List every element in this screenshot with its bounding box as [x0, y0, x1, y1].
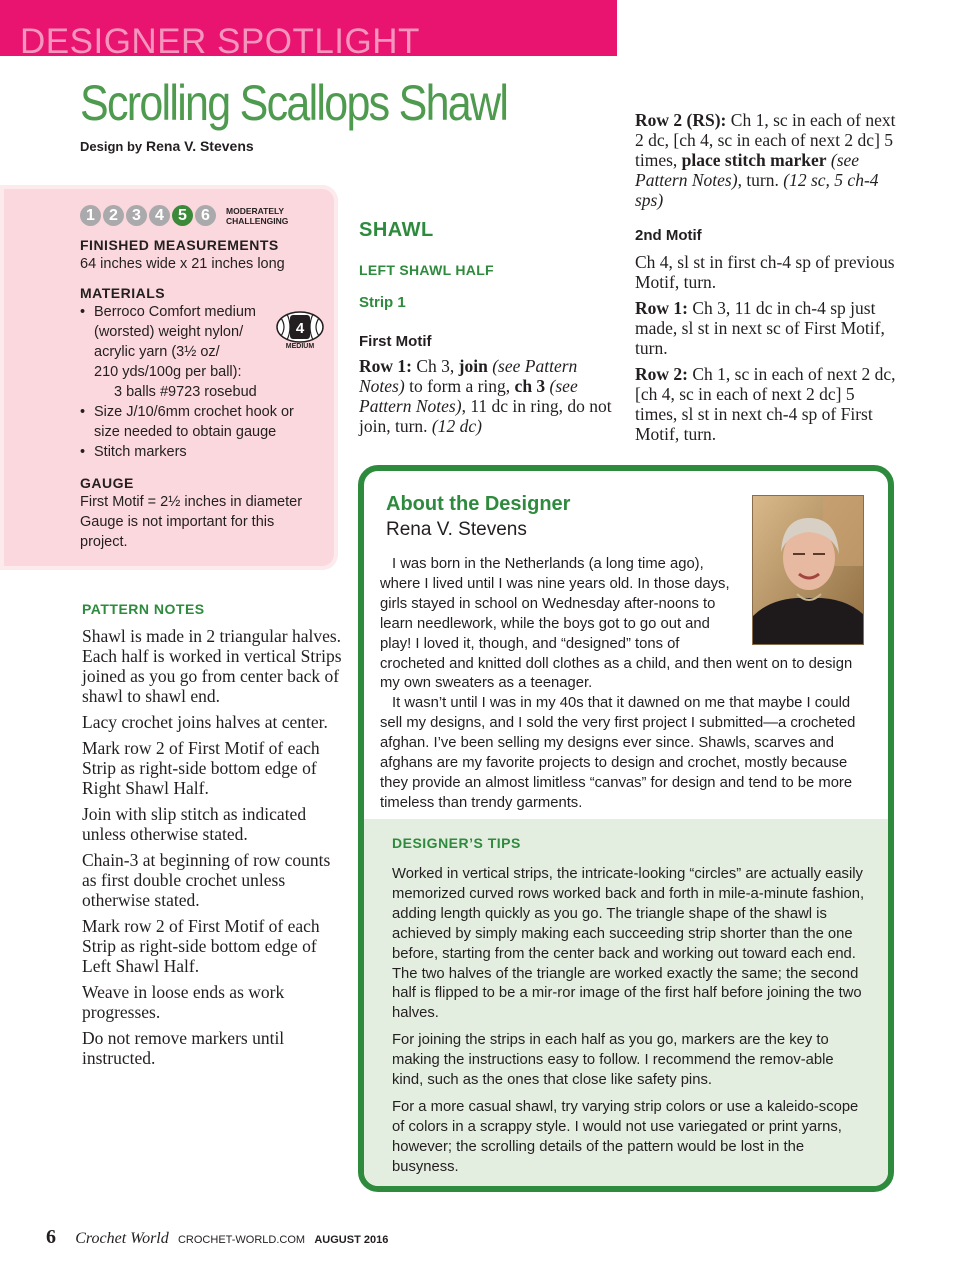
skill-level-3: 3	[126, 205, 147, 226]
pattern-note: Chain-3 at beginning of row counts as first double crochet unless otherwise stated.	[82, 850, 331, 910]
yarn-line-4: 210 yds/100g per ball):	[94, 364, 242, 380]
skill-level-6: 6	[195, 205, 216, 226]
about-text	[380, 555, 864, 814]
materials-heading: MATERIALS	[80, 285, 166, 301]
pattern-notes	[82, 626, 344, 1074]
row2-note: (see Pattern Notes)	[635, 150, 860, 190]
materials-box	[0, 185, 338, 570]
issue-date: AUGUST 2016	[314, 1234, 389, 1246]
left-half-heading: LEFT SHAWL HALF	[359, 262, 494, 278]
about-designer-box	[358, 465, 894, 1192]
skill-level-1: 1	[80, 205, 101, 226]
first-motif-row1	[359, 356, 614, 436]
banner-text: DESIGNER SPOTLIGHT	[20, 22, 420, 56]
row1-count: (12 dc)	[431, 416, 482, 436]
pattern-note: Shawl is made in 2 triangular halves. Each half is worked in vertical Strips joined as you go from center back of shawl to shawl end.	[82, 626, 342, 706]
shawl-heading: SHAWL	[359, 219, 434, 241]
second-motif-intro: Ch 4, sl st in first ch-4 sp of previous Motif, turn.	[635, 252, 895, 292]
row2-text-a: Ch 1, sc in each of next 2 dc, [ch 4, sc in each of next 2 dc] 5 times,	[635, 110, 896, 170]
shawl-instructions	[359, 218, 614, 436]
row1-text-c: to form a ring,	[404, 376, 515, 396]
about-paragraph-1: I was born in the Netherlands (a long time ago), where I lived until I was nine years old. In those days, girls stayed in school on Wednesday after-noons to learn needlework, while the boys got to go out and play! I loved it, though, and “designed” tons of crocheted and knitted doll clothes as a child, and then went on to design my own sweaters as a teenager.	[380, 556, 853, 692]
materials-list-more	[80, 402, 324, 462]
finished-text: 64 inches wide x 21 inches long	[80, 256, 285, 272]
m2-row2-label: Row 2:	[635, 364, 688, 384]
designer-name: Rena V. Stevens	[146, 138, 254, 154]
m2-row2-text: Ch 1, sc in each of next 2 dc, [ch 4, sc in each of next 2 dc] 5 times, sl st in next ch-4 sp of First Motif, turn.	[635, 364, 896, 444]
strip-heading: Strip 1	[359, 294, 406, 311]
about-section	[364, 471, 888, 819]
skill-level-5-active: 5	[172, 205, 193, 226]
skill-level-2: 2	[103, 205, 124, 226]
gauge-line-1: First Motif = 2½ inches in diameter	[80, 494, 303, 510]
page-number: 6	[46, 1226, 56, 1248]
about-paragraph-2: It wasn’t until I was in my 40s that it dawned on me that maybe I could sell my designs, and I sold the very first project I submitted—a crocheted afghan. I’ve been selling my designs ever since. Shawls, scarves and afghans are my favorite projects to design and crochet, mostly because they provide an almost limitless “canvas” for design and tend to be more timeless than trendy garments.	[380, 695, 856, 811]
designer-photo	[752, 495, 864, 645]
designer-portrait-image	[753, 496, 864, 645]
m2-row1-label: Row 1:	[635, 298, 688, 318]
tips-paragraph-3: For a more casual shawl, try varying strip colors or use a kaleido-scope of colors in a scrappy style. I would not use variegated or print yarns, however; the scrolling details of the pattern would be lost in the busyness.	[392, 1098, 859, 1175]
pattern-note: Do not remove markers until instructed.	[82, 1028, 285, 1068]
yarn-weight-number: 4	[295, 320, 305, 337]
materials-hook: • Size J/10/6mm crochet hook or size needed to obtain gauge	[80, 402, 310, 442]
row1-text-a: Ch 3,	[411, 356, 459, 376]
row1-note-a: (see Pattern Notes)	[359, 356, 578, 396]
skill-level	[80, 205, 324, 226]
row1-note-b: (see Pattern Notes)	[359, 376, 578, 416]
row2-marker: place stitch marker	[681, 150, 827, 170]
page-footer	[46, 1226, 388, 1249]
skill-label-line2: CHALLENGING	[226, 215, 289, 226]
yarn-weight-label: MEDIUM	[285, 343, 315, 350]
pattern-note: Mark row 2 of First Motif of each Strip as right-side bottom edge of Right Shawl Half.	[82, 738, 320, 798]
yarn-weight-icon	[275, 310, 325, 354]
row1-ch3: ch 3	[514, 376, 546, 396]
row1-label: Row 1:	[359, 356, 412, 376]
magazine-site: CROCHET-WORLD.COM	[177, 1234, 306, 1246]
byline	[80, 138, 254, 154]
first-motif-row2	[635, 110, 900, 210]
yarn-skein-icon	[275, 310, 325, 344]
shawl-instructions-continued	[635, 110, 900, 450]
pattern-note: Lacy crochet joins halves at center.	[82, 712, 328, 732]
pattern-note: Mark row 2 of First Motif of each Strip as right-side bottom edge of Left Shawl Half.	[82, 916, 320, 976]
magazine-name: Crochet World	[75, 1230, 169, 1247]
skill-label-line1: MODERATELY	[226, 205, 285, 216]
yarn-line-3: acrylic yarn (3½ oz/	[94, 344, 220, 360]
pattern-note: Join with slip stitch as indicated unless otherwise stated.	[82, 804, 307, 844]
second-motif-row2	[635, 364, 900, 444]
section-banner	[0, 0, 617, 56]
skill-label	[226, 206, 288, 226]
yarn-line-2: (worsted) weight nylon/	[94, 324, 244, 340]
row2-text-c: , turn.	[737, 170, 784, 190]
tips-heading: DESIGNER’S TIPS	[392, 835, 521, 851]
tips-paragraph-1: Worked in vertical strips, the intricate-looking “circles” are actually easily memorized curved rows worked back and forth in mile-a-minute fashion, adding length quickly as you go. The triangle shape of the shawl is achieved by simply making each succeeding strip shorter than the one before, starting from the center back and working out toward each end. The two halves of the triangle are worked exactly the same; the second half is flipped to be a mir-ror image of the first half before joining the two halves.	[392, 866, 865, 1022]
gauge-line-2: Gauge is not important for this project.	[80, 514, 275, 550]
pattern-notes-heading: PATTERN NOTES	[82, 601, 205, 617]
about-title: About the Designer	[386, 493, 571, 515]
tips-paragraph-2: For joining the strips in each half as you go, markers are the key to making the instructions easy to follow. I recommend the remov-able kind, such as the ones that close like safety pins.	[392, 1032, 834, 1089]
row2-label: Row 2 (RS):	[635, 110, 727, 130]
page-title: Scrolling Scallops Shawl	[80, 75, 508, 131]
byline-prefix: Design by	[80, 139, 143, 154]
first-motif-heading: First Motif	[359, 333, 432, 350]
row2-count: (12 sc, 5 ch-4 sps)	[635, 170, 879, 210]
yarn-line-1: Berroco Comfort medium	[94, 304, 256, 320]
m2-row1-text: Ch 3, 11 dc in ch-4 sp just made, sl st in next sc of First Motif, turn.	[635, 298, 885, 358]
pattern-note: Weave in loose ends as work progresses.	[82, 982, 285, 1022]
skill-level-4: 4	[149, 205, 170, 226]
finished-heading: FINISHED MEASUREMENTS	[80, 237, 279, 253]
row1-join: join	[458, 356, 488, 376]
row1-text-e: , 11 dc in ring, do not join, turn.	[359, 396, 612, 436]
gauge-heading: GAUGE	[80, 475, 134, 491]
about-designer-name: Rena V. Stevens	[386, 519, 527, 540]
materials-markers: • Stitch markers	[80, 442, 324, 462]
second-motif-heading: 2nd Motif	[635, 227, 702, 244]
yarn-amount: 3 balls #9723 rosebud	[114, 384, 257, 400]
designer-tips	[364, 819, 888, 1192]
second-motif-row1	[635, 298, 900, 358]
